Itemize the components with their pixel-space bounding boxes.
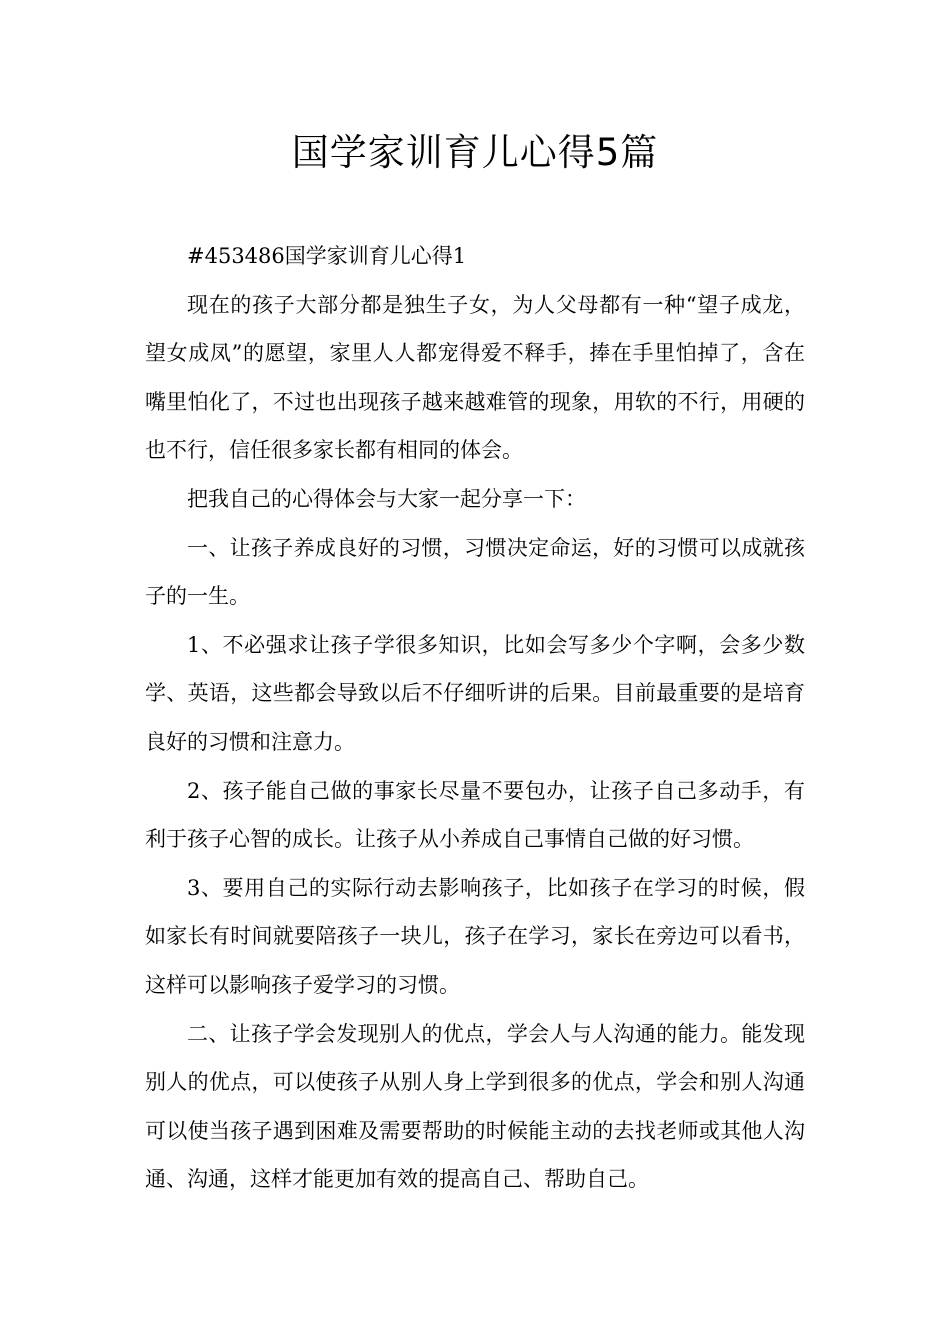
paragraph: 现在的孩子大部分都是独生子女，为人父母都有一种“望子成龙，望女成凤”的愿望，家里人人都宠得爱不释手，捧在手里怕掉了，含在嘴里怕化了，不过也出现孩子越来越难管的现象，用软的不行，用硬的也不行，信任很多家长都有相同的体会。: [145, 292, 805, 463]
paragraph: 2、孩子能自己做的事家长尽量不要包办，让孩子自己多动手，有利于孩子心智的成长。让孩子从小养成自己事情自己做的好习惯。: [145, 778, 805, 852]
section-heading: #453486国学家训育儿心得1: [187, 244, 467, 268]
document-body: [145, 232, 805, 1204]
paragraph: 一、让孩子养成良好的习惯，习惯决定命运，好的习惯可以成就孩子的一生。: [145, 535, 805, 609]
paragraph: 1、不必强求让孩子学很多知识，比如会写多少个字啊，会多少数学、英语，这些都会导致以后不仔细听讲的后果。目前最重要的是培育良好的习惯和注意力。: [145, 632, 805, 754]
paragraph: 把我自己的心得体会与大家一起分享一下：: [187, 486, 586, 511]
document-title: 国学家训育儿心得5篇: [291, 131, 659, 174]
paragraph: 3、要用自己的实际行动去影响孩子，比如孩子在学习的时候，假如家长有时间就要陪孩子一块儿，孩子在学习，家长在旁边可以看书，这样可以影响孩子爱学习的习惯。: [145, 875, 805, 997]
paragraph: 二、让孩子学会发现别人的优点，学会人与人沟通的能力。能发现别人的优点，可以使孩子从别人身上学到很多的优点，学会和别人沟通可以使当孩子遇到困难及需要帮助的时候能主动的去找老师或其他人沟通、沟通，这样才能更加有效的提高自己、帮助自己。: [145, 1021, 805, 1192]
